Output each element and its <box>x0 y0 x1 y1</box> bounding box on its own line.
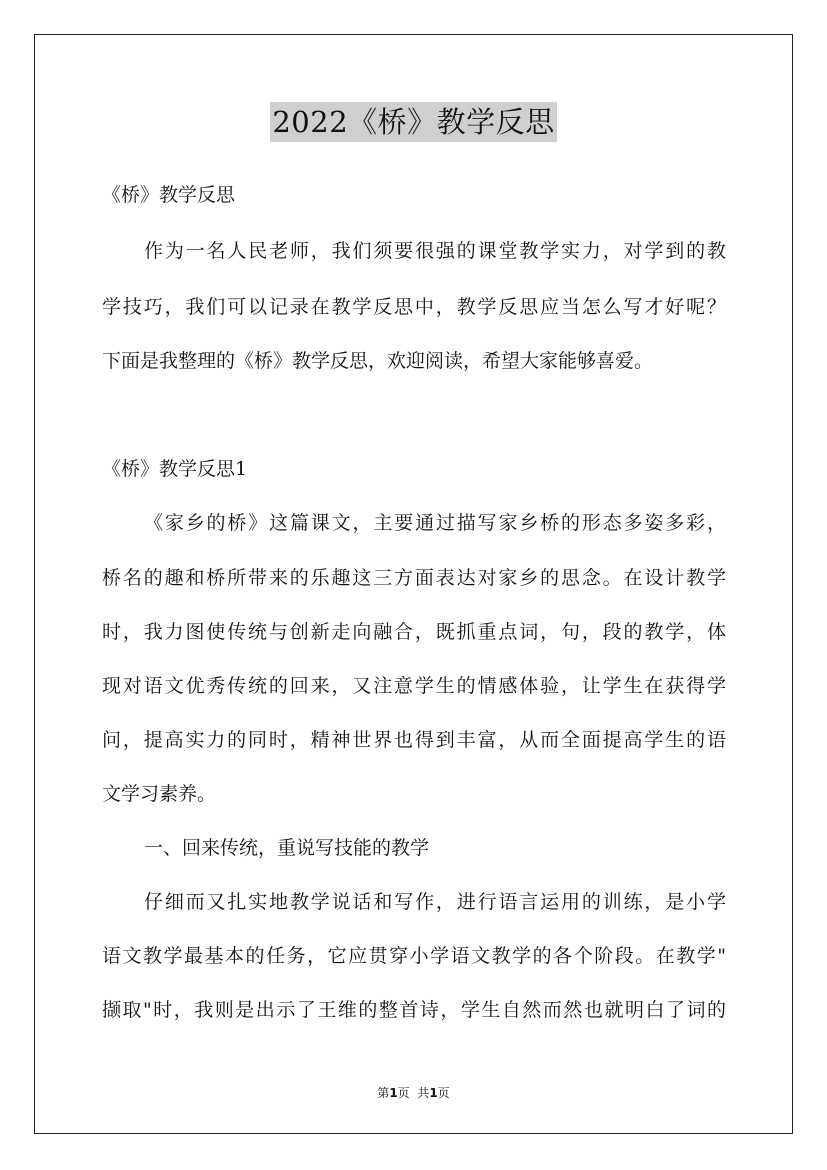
document-title: 2022《桥》教学反思 <box>270 102 556 142</box>
footer-page-current: 1 <box>389 1086 398 1100</box>
para2-line-2: 语文教学最基本的任务，它应贯穿小学语文教学的各个阶段。在教学" <box>102 945 726 967</box>
para1-line-3: 时，我力图使传统与创新走向融合，既抓重点词，句，段的教学，体 <box>102 621 726 643</box>
para1-line-4: 现对语文优秀传统的回来，又注意学生的情感体验，让学生在获得学 <box>102 675 726 697</box>
para2-line-1: 仔细而又扎实地教学说话和写作，进行语言运用的训练，是小学 <box>144 891 726 913</box>
para2-line-3: 撷取"时，我则是出示了王维的整首诗，学生自然而然也就明白了词的 <box>102 999 726 1021</box>
intro-line-2: 学技巧，我们可以记录在教学反思中，教学反思应当怎么写才好呢？ <box>102 296 726 318</box>
page-footer <box>0 1084 827 1101</box>
footer-page-suffix: 页 <box>437 1086 450 1100</box>
para1-line-2: 桥名的趣和桥所带来的乐趣这三方面表达对家乡的思念。在设计教学 <box>102 567 726 589</box>
para1-line-1: 《家乡的桥》这篇课文，主要通过描写家乡桥的形态多姿多彩， <box>144 512 726 534</box>
intro-line-3: 下面是我整理的《桥》教学反思，欢迎阅读，希望大家能够喜爱。 <box>102 350 654 372</box>
subheading: 《桥》教学反思 <box>102 184 236 206</box>
section-heading: 《桥》教学反思1 <box>102 458 248 480</box>
intro-line-1: 作为一名人民老师，我们须要很强的课堂教学实力，对学到的教 <box>144 240 726 262</box>
footer-page-total: 1 <box>429 1086 438 1100</box>
footer-page-prefix: 第 <box>377 1086 390 1100</box>
footer-page-mid: 页 共 <box>397 1086 430 1100</box>
para1-line-6: 文学习素养。 <box>102 783 217 805</box>
point-heading: 一、回来传统，重说写技能的教学 <box>144 837 430 859</box>
document-title-wrapper <box>0 102 827 142</box>
para1-line-5: 问，提高实力的同时，精神世界也得到丰富，从而全面提高学生的语 <box>102 729 726 751</box>
